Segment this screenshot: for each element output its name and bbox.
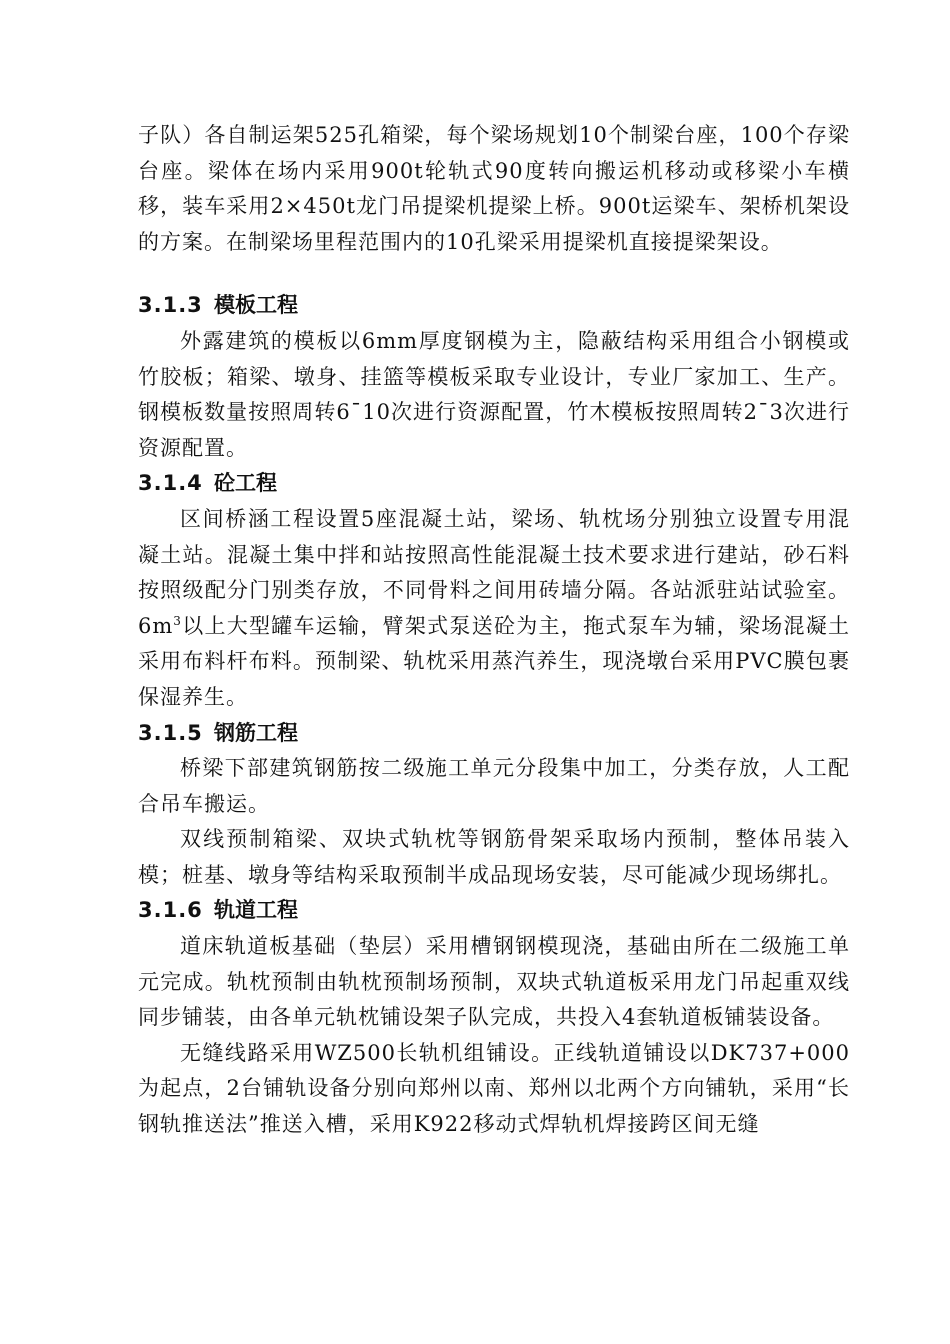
paragraph-formwork: 外露建筑的模板以6mm厚度钢模为主，隐蔽结构采用组合小钢模或竹胶板；箱梁、墩身、挂篮等模板采取专业设计，专业厂家加工、生产。钢模板数量按照周转6¯10次进行资源配置，竹木模板按照周转2¯3次进行资源配置。	[138, 328, 850, 460]
section-heading-3-1-3	[138, 288, 850, 324]
paragraph-track-2: 无缝线路采用WZ500长轨机组铺设。正线轨道铺设以DK737+000为起点，2台铺轨设备分别向郑州以南、郑州以北两个方向铺轨，采用“长钢轨推送法”推送入槽，采用K922移动式焊轨机焊接跨区间无缝	[138, 1040, 850, 1137]
section-heading-3-1-6	[138, 893, 850, 929]
section-title: 模板工程	[214, 293, 298, 318]
volume-superscript: 3	[173, 613, 182, 628]
paragraph-rebar-1: 桥梁下部建筑钢筋按二级施工单元分段集中加工，分类存放，人工配合吊车搬运。	[138, 756, 850, 816]
paragraph-track-1: 道床轨道板基础（垫层）采用槽钢钢模现浇，基础由所在二级施工单元完成。轨枕预制由轨枕预制场预制，双块式轨道板采用龙门吊起重双线同步铺装，由各单元轨枕铺设架子队完成，共投入4套轨道板铺装设备。	[138, 934, 850, 1030]
paragraph-concrete	[138, 502, 850, 716]
section-spacer	[138, 260, 850, 288]
section-number: 3.1.3	[138, 293, 203, 318]
paragraph-concrete-tail: 以上大型罐车运输，臂架式泵送砼为主，拖式泵车为辅，梁场混凝土采用布料杆布料。预制梁、轨枕采用蒸汽养生，现浇墩台采用PVC膜包裹保湿养生。	[138, 613, 850, 709]
section-number: 3.1.5	[138, 720, 203, 745]
document-body	[138, 118, 850, 1143]
section-title: 砼工程	[214, 471, 277, 496]
section-heading-3-1-5	[138, 716, 850, 752]
volume-unit: 6m	[138, 613, 174, 638]
section-title: 钢筋工程	[214, 720, 298, 745]
paragraph-rebar-2: 双线预制箱梁、双块式轨枕等钢筋骨架采取场内预制，整体吊装入模；桩基、墩身等结构采取预制半成品现场安装，尽可能减少现场绑扎。	[138, 827, 850, 887]
section-title: 轨道工程	[214, 898, 298, 923]
section-number: 3.1.6	[138, 898, 203, 923]
section-heading-3-1-4	[138, 466, 850, 502]
section-number: 3.1.4	[138, 471, 203, 496]
intro-paragraph: 子队）各自制运架525孔箱梁，每个梁场规划10个制梁台座，100个存梁台座。梁体在场内采用900t轮轨式90度转向搬运机移动或移梁小车横移，装车采用2×450t龙门吊提梁机提梁上桥。900t运梁车、架桥机架设的方案。在制梁场里程范围内的10孔梁采用提梁机直接提梁架设。	[138, 123, 850, 254]
paragraph-concrete-main: 区间桥涵工程设置5座混凝土站，梁场、轨枕场分别独立设置专用混凝土站。混凝土集中拌和站按照高性能混凝土技术要求进行建站，砂石料按照级配分门别类存放，不同骨料之间用砖墙分隔。各站派驻站试验室。	[138, 506, 850, 603]
